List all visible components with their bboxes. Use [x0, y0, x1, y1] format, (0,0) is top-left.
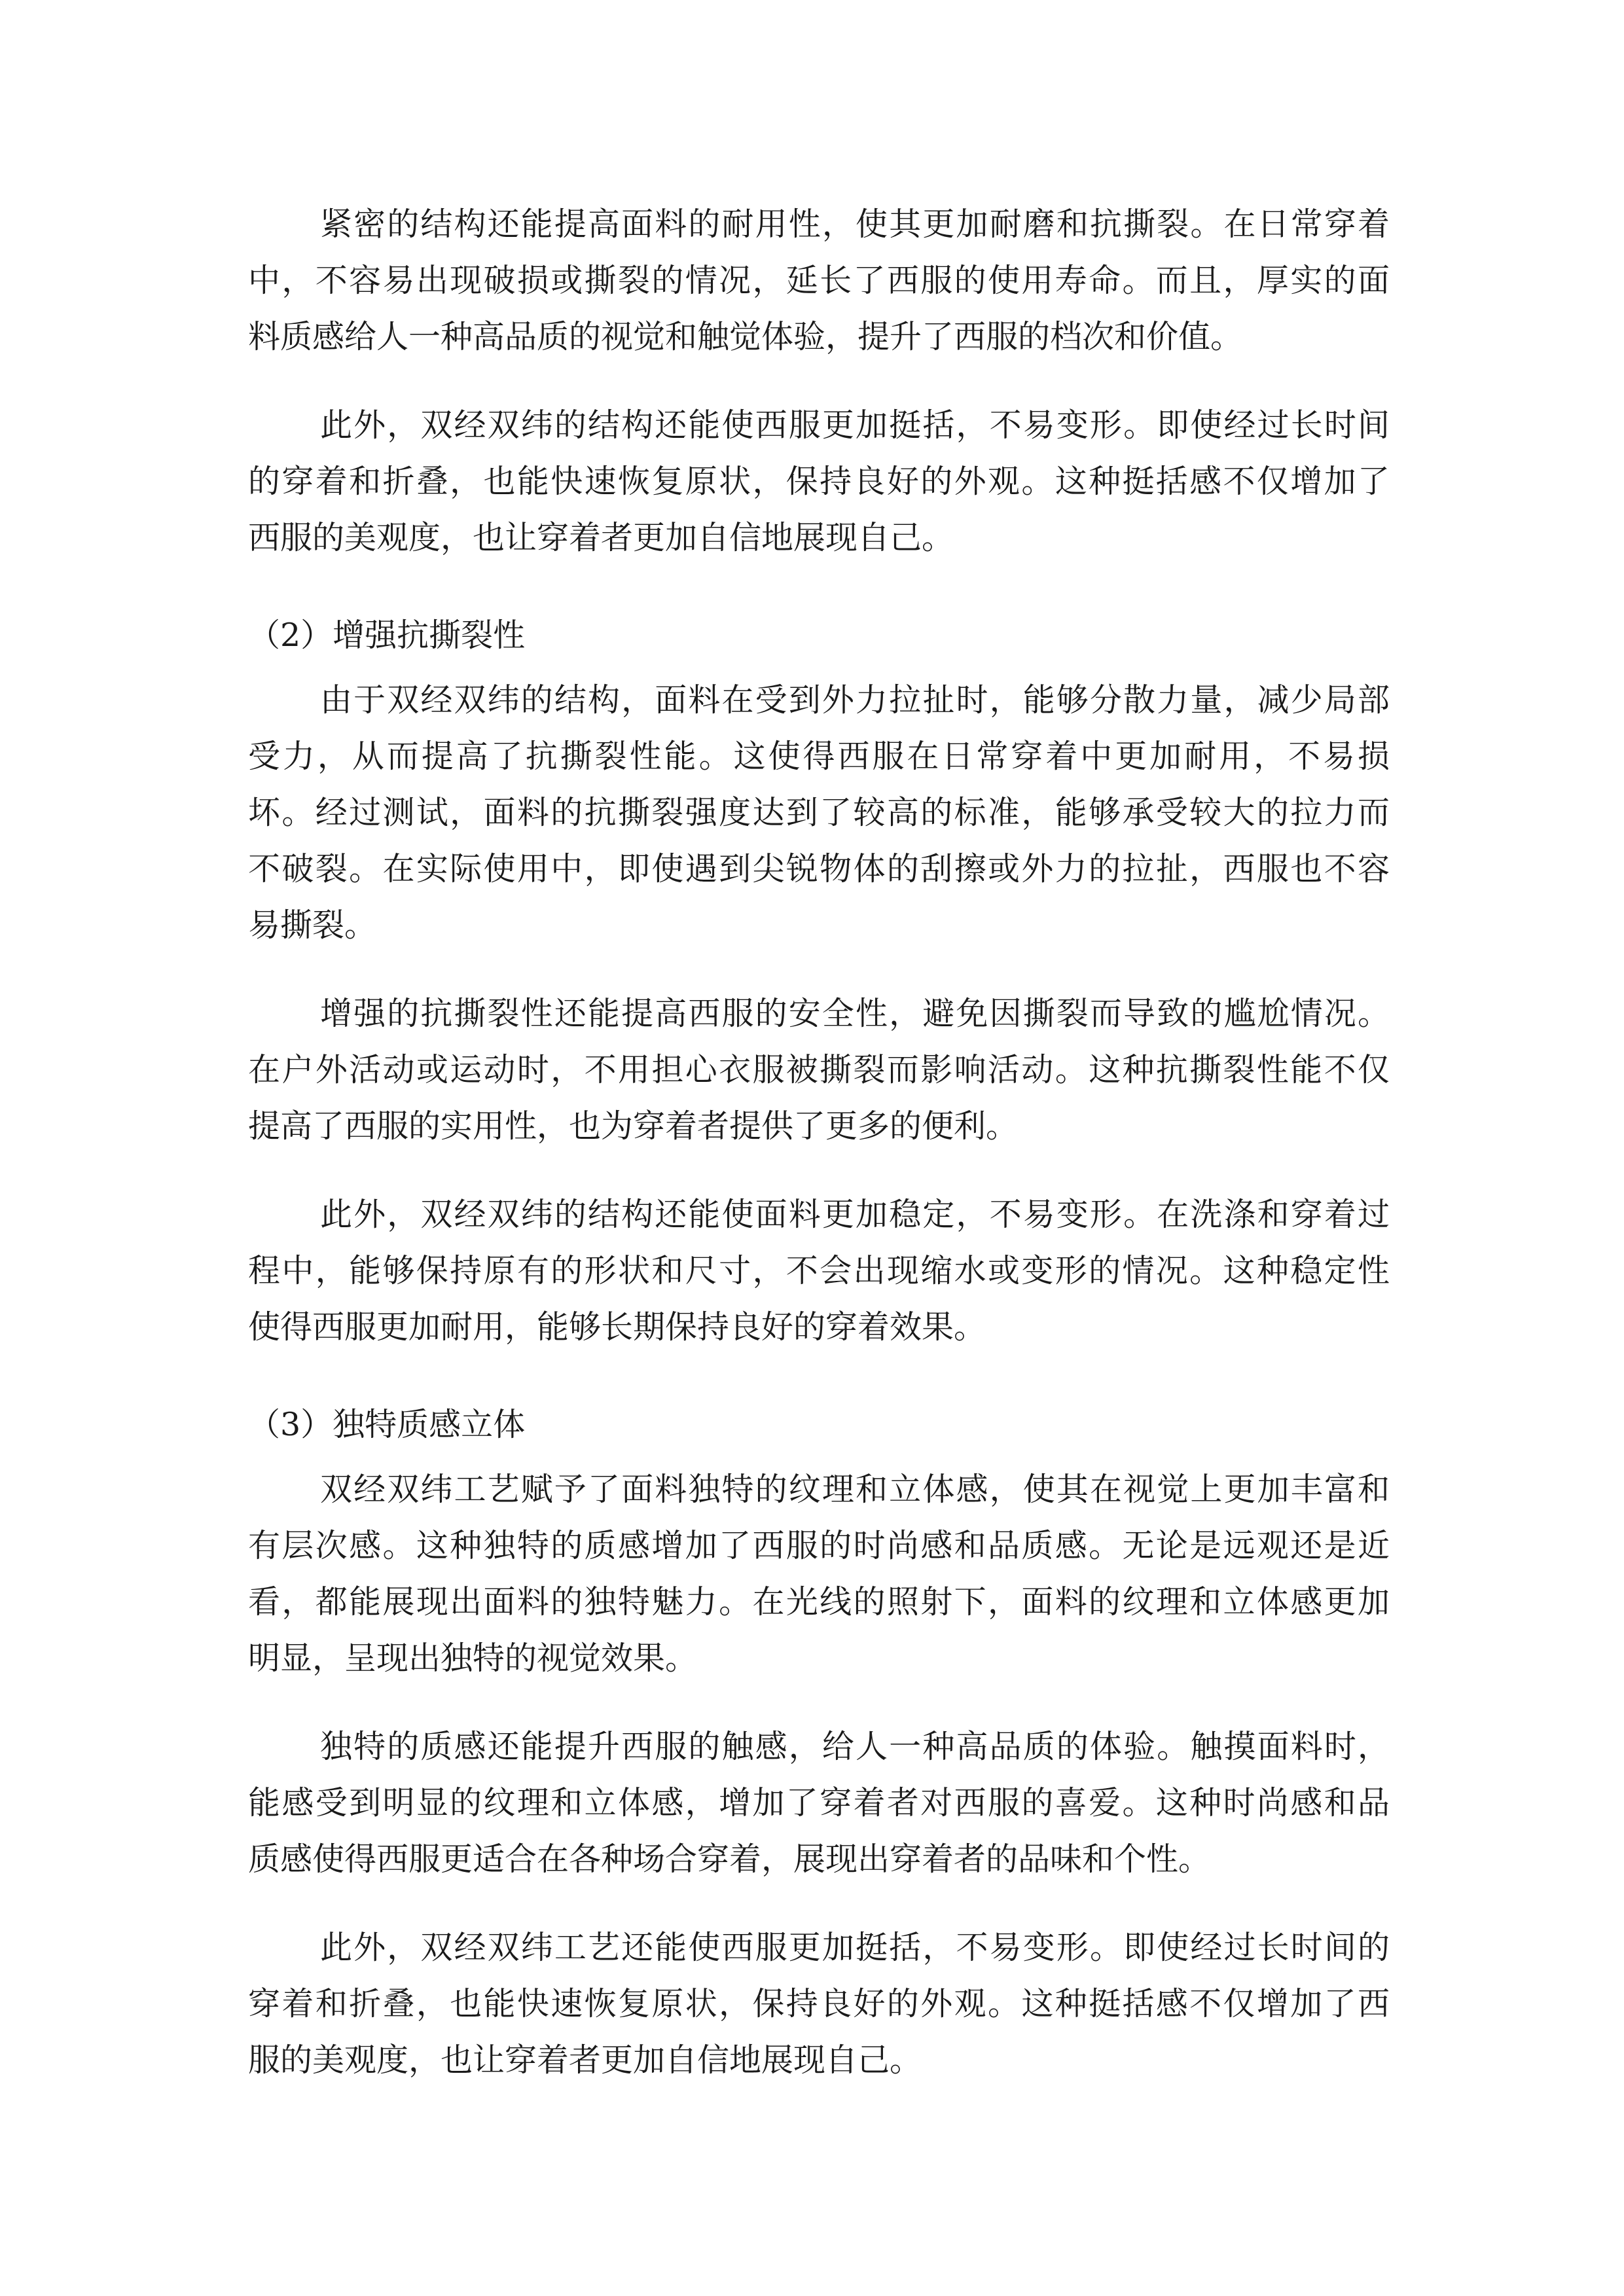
paragraph: [248, 672, 1390, 954]
paragraph-line: 提高了西服的实用性，也为穿着者提供了更多的便利。: [248, 1107, 1019, 1145]
paragraph-line: 中，不容易出现破损或撕裂的情况，延长了西服的使用寿命。而且，厚实的面: [248, 262, 1390, 299]
paragraph: [248, 986, 1390, 1155]
paragraph-line: 质感使得西服更适合在各种场合穿着，展现出穿着者的品味和个性。: [248, 1840, 1211, 1878]
paragraph-line: 看，都能展现出面料的独特魅力。在光线的照射下，面料的纹理和立体感更加: [248, 1583, 1390, 1621]
paragraph: [248, 1187, 1390, 1355]
paragraph-line: 西服的美观度，也让穿着者更加自信地展现自己。: [248, 519, 954, 556]
paragraph-line: 穿着和折叠，也能快速恢复原状，保持良好的外观。这种挺括感不仅增加了西: [248, 1985, 1390, 2022]
paragraph-line: 双经双纬工艺赋予了面料独特的纹理和立体感，使其在视觉上更加丰富和: [320, 1471, 1390, 1508]
paragraph-line: 增强的抗撕裂性还能提高西服的安全性，避免因撕裂而导致的尴尬情况。: [320, 995, 1390, 1032]
paragraph-line: 此外，双经双纬的结构还能使西服更加挺括，不易变形。即使经过长时间: [320, 406, 1390, 444]
paragraph: [248, 1920, 1390, 2089]
paragraph-line: 易撕裂。: [248, 906, 377, 944]
paragraph-line: 能感受到明显的纹理和立体感，增加了穿着者对西服的喜爱。这种时尚感和品: [248, 1784, 1390, 1821]
paragraph: [248, 1719, 1390, 1888]
paragraph-line: 由于双经双纬的结构，面料在受到外力拉扯时，能够分散力量，减少局部: [320, 681, 1390, 719]
paragraph-line: 在户外活动或运动时，不用担心衣服被撕裂而影响活动。这种抗撕裂性能不仅: [248, 1051, 1390, 1088]
paragraph-line: 服的美观度，也让穿着者更加自信地展现自己。: [248, 2041, 922, 2079]
paragraph-line: 受力，从而提高了抗撕裂性能。这使得西服在日常穿着中更加耐用，不易损: [248, 738, 1390, 775]
paragraph-line: 此外，双经双纬工艺还能使西服更加挺括，不易变形。即使经过长时间的: [320, 1929, 1390, 1966]
paragraph-line: 的穿着和折叠，也能快速恢复原状，保持良好的外观。这种挺括感不仅增加了: [248, 463, 1390, 500]
paragraph: [248, 196, 1390, 365]
document-page: [248, 196, 1390, 2089]
section-heading: （2）增强抗撕裂性: [248, 617, 526, 654]
paragraph: [248, 397, 1390, 566]
paragraph-line: 明显，呈现出独特的视觉效果。: [248, 1640, 698, 1677]
paragraph-line: 程中，能够保持原有的形状和尺寸，不会出现缩水或变形的情况。这种稳定性: [248, 1252, 1390, 1289]
paragraph-line: 不破裂。在实际使用中，即使遇到尖锐物体的刮擦或外力的拉扯，西服也不容: [248, 850, 1390, 888]
paragraph-line: 使得西服更加耐用，能够长期保持良好的穿着效果。: [248, 1308, 986, 1346]
paragraph-line: 料质感给人一种高品质的视觉和触觉体验，提升了西服的档次和价值。: [248, 318, 1243, 355]
paragraph-line: 有层次感。这种独特的质感增加了西服的时尚感和品质感。无论是远观还是近: [248, 1527, 1390, 1564]
paragraph-line: 独特的质感还能提升西服的触感，给人一种高品质的体验。触摸面料时，: [320, 1728, 1390, 1765]
paragraph-line: 此外，双经双纬的结构还能使面料更加稳定，不易变形。在洗涤和穿着过: [320, 1196, 1390, 1233]
paragraph-line: 坏。经过测试，面料的抗撕裂强度达到了较高的标准，能够承受较大的拉力而: [248, 794, 1390, 831]
section-heading: （3）独特质感立体: [248, 1406, 526, 1443]
paragraph: [248, 1462, 1390, 1687]
paragraph-line: 紧密的结构还能提高面料的耐用性，使其更加耐磨和抗撕裂。在日常穿着: [320, 206, 1390, 243]
